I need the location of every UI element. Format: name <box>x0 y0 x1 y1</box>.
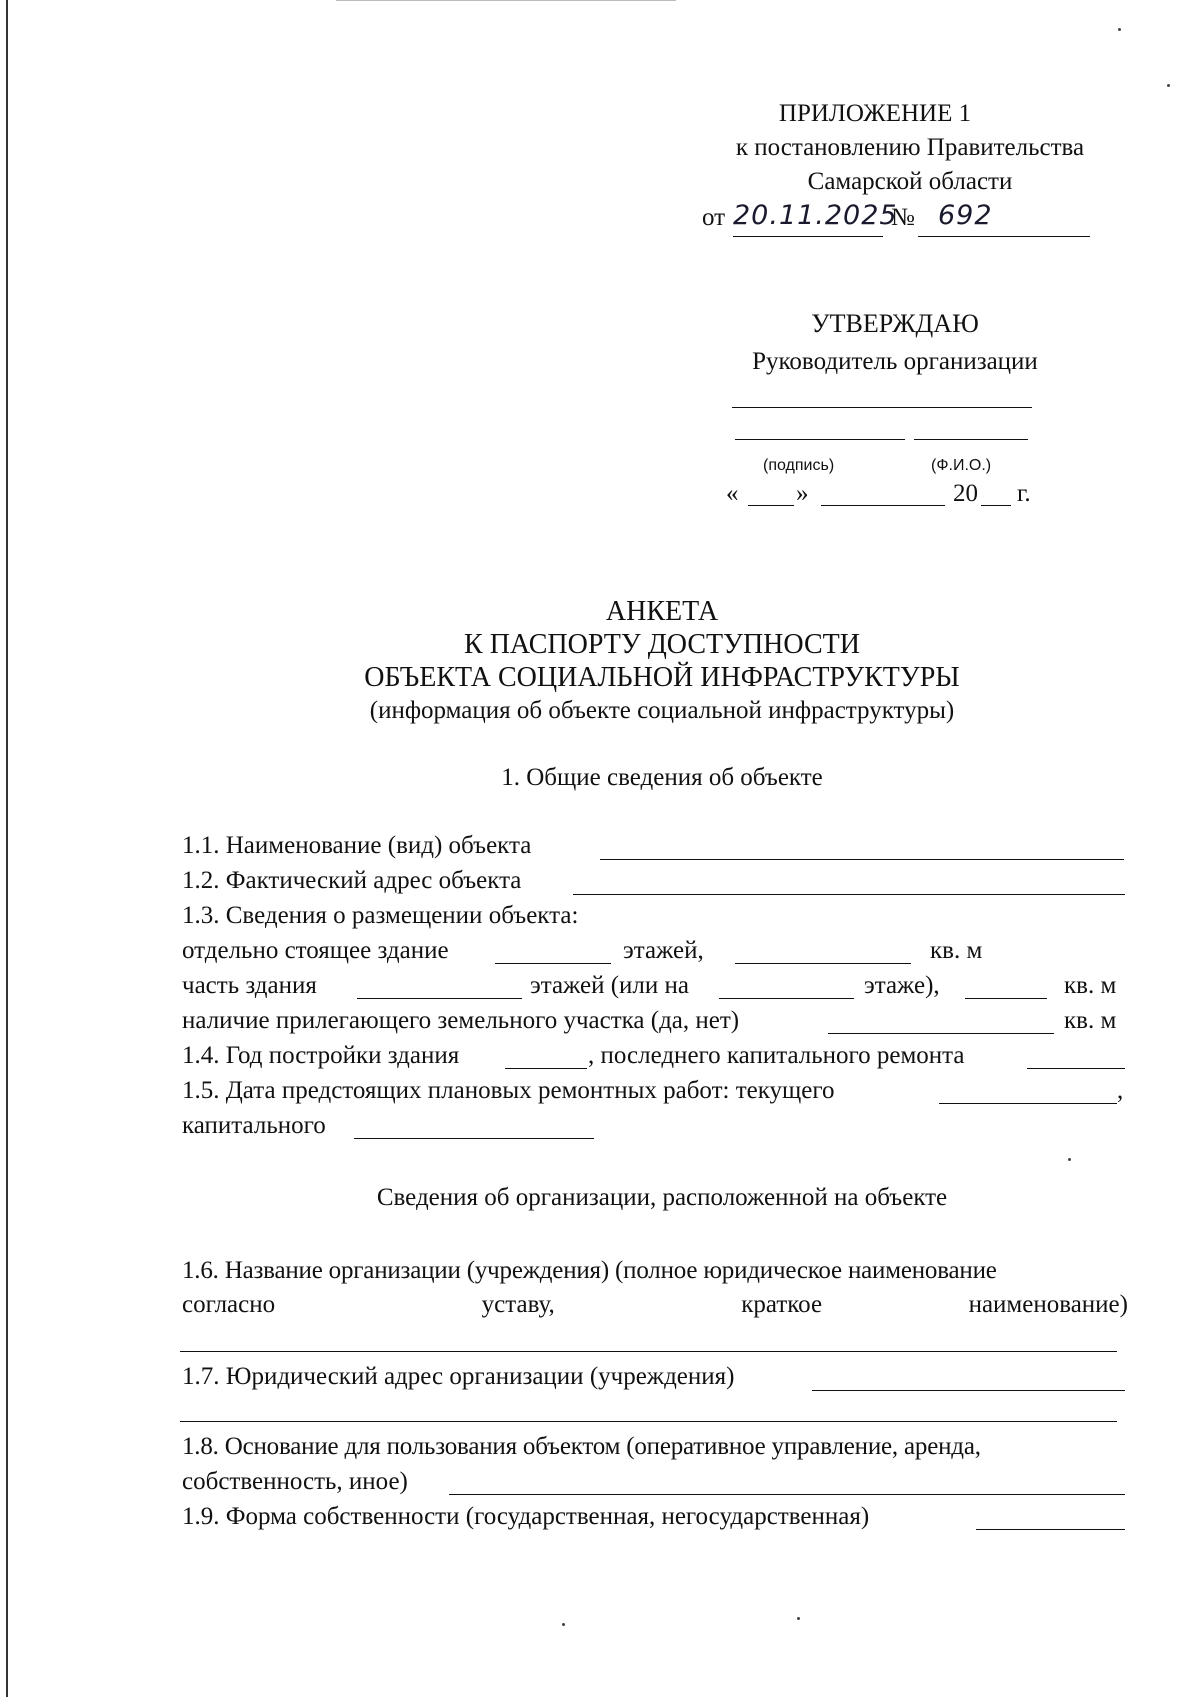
appendix-title: ПРИЛОЖЕНИЕ 1 <box>778 100 972 127</box>
appendix-line: Самарской области <box>807 168 1013 195</box>
item-1-7-label: 1.7. Юридический адрес организации (учреждения) <box>182 1363 735 1390</box>
part-floors-label: этажей (или на <box>530 972 690 999</box>
standalone-floors-blank <box>495 963 611 964</box>
land-area-blank <box>828 1033 1054 1034</box>
standalone-floors-label: этажей, <box>623 937 704 964</box>
scan-top-edge <box>336 0 676 1</box>
item-1-5-comma: , <box>1117 1077 1124 1104</box>
day-blank <box>748 505 794 506</box>
item-1-8-line1: 1.8. Основание для пользования объектом (оперативное управление, аренда, <box>182 1433 981 1460</box>
item-1-8-line2: собственность, иное) <box>182 1468 408 1495</box>
month-blank <box>821 505 945 506</box>
item-1-6-word: согласно <box>182 1291 276 1318</box>
number-underline <box>918 236 1090 237</box>
scan-speck <box>1118 28 1121 31</box>
document-title <box>182 595 1142 727</box>
approval-title: УТВЕРЖДАЮ <box>811 309 979 338</box>
land-label: наличие прилегающего земельного участка (да, нет) <box>182 1007 740 1034</box>
item-1-3-label: 1.3. Сведения о размещении объекта: <box>182 902 579 929</box>
part-area-blank <box>965 998 1047 999</box>
signature-caption: (подпись) <box>763 457 835 474</box>
standalone-label: отдельно стоящее здание <box>182 937 449 964</box>
item-1-6-line2 <box>182 1288 1128 1321</box>
title-subline: (информация об объекте социальной инфраструктуры) <box>369 697 955 724</box>
standalone-area-blank <box>735 963 911 964</box>
capital-repair-blank <box>354 1138 594 1139</box>
decree-number-handwritten: 692 <box>938 200 993 231</box>
item-1-2-blank <box>573 894 1125 895</box>
repair-year-blank <box>1027 1068 1125 1069</box>
name-line <box>914 439 1028 440</box>
decree-date-handwritten: 20.11.2025 <box>733 200 898 231</box>
appendix-line: к постановлению Правительства <box>735 134 1085 161</box>
item-1-6-blank <box>180 1351 1117 1352</box>
date-underline <box>733 236 883 237</box>
year-suffix: г. <box>1017 480 1031 507</box>
item-1-5-capital-label: капитального <box>182 1112 326 1139</box>
title-line: АНКЕТА <box>605 596 719 627</box>
build-year-blank <box>505 1068 587 1069</box>
item-1-5-label: 1.5. Дата предстоящих плановых ремонтных работ: текущего <box>182 1077 835 1104</box>
year-prefix: 20 <box>953 480 978 507</box>
item-1-6-word: уставу, <box>481 1291 555 1318</box>
land-area-unit: кв. м <box>1064 1007 1117 1034</box>
year-blank <box>981 505 1011 506</box>
section-heading: 1. Общие сведения об объекте <box>501 764 823 791</box>
item-1-6-word: краткое <box>741 1291 823 1318</box>
standalone-area-unit: кв. м <box>930 937 983 964</box>
title-line: К ПАСПОРТУ ДОСТУПНОСТИ <box>464 629 860 660</box>
item-1-7-blank-2 <box>180 1421 1117 1422</box>
approval-block <box>700 305 1090 381</box>
part-label: часть здания <box>182 972 317 999</box>
date-prefix: от <box>702 204 726 231</box>
item-1-2-label: 1.2. Фактический адрес объекта <box>182 867 522 894</box>
title-line: ОБЪЕКТА СОЦИАЛЬНОЙ ИНФРАСТРУКТУРЫ <box>364 662 960 693</box>
signature-line <box>735 439 905 440</box>
item-1-4-repair-label: , последнего капитального ремонта <box>588 1042 965 1069</box>
date-quote-open: « <box>726 480 739 507</box>
part-floors-blank <box>357 998 522 999</box>
appendix-header <box>690 97 1130 199</box>
approval-subtitle: Руководитель организации <box>752 348 1038 375</box>
part-floor-label: этаже), <box>864 972 940 999</box>
scan-speck <box>1167 84 1170 87</box>
item-1-1-blank <box>600 859 1124 860</box>
item-1-8-blank <box>449 1494 1125 1495</box>
part-floor-blank <box>719 998 854 999</box>
scan-left-edge <box>6 0 8 1697</box>
scan-speck <box>797 1617 800 1620</box>
item-1-9-blank <box>976 1529 1125 1530</box>
item-1-9-label: 1.9. Форма собственности (государственная, негосударственная) <box>182 1503 870 1530</box>
item-1-1-label: 1.1. Наименование (вид) объекта <box>182 832 532 859</box>
item-1-7-blank <box>812 1390 1125 1391</box>
item-1-4-label: 1.4. Год постройки здания <box>182 1042 460 1069</box>
current-repair-blank <box>939 1103 1117 1104</box>
part-area-unit: кв. м <box>1064 972 1117 999</box>
scan-speck <box>562 1623 565 1626</box>
approval-org-line <box>732 407 1032 408</box>
item-1-6-line1: 1.6. Название организации (учреждения) (полное юридическое наименование <box>182 1257 997 1284</box>
org-heading: Сведения об организации, расположенной на объекте <box>376 1184 948 1211</box>
number-sign: № <box>891 204 915 231</box>
item-1-6-word: наименование) <box>968 1291 1128 1318</box>
name-caption: (Ф.И.О.) <box>931 457 992 474</box>
scan-speck <box>1068 1158 1071 1161</box>
date-quote-close: » <box>796 480 809 507</box>
